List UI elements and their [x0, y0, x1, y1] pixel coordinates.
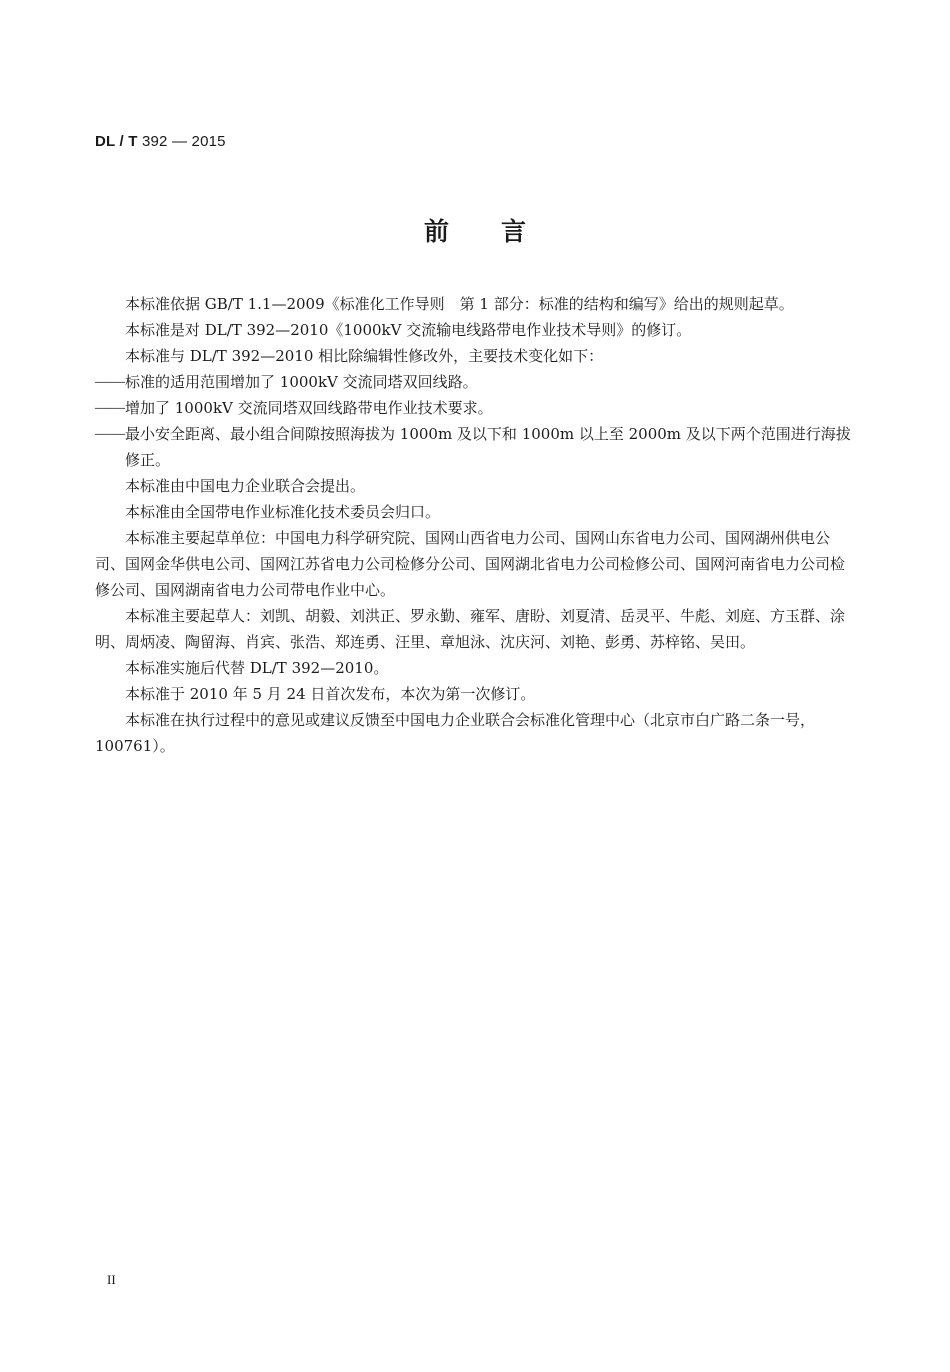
change-text: 增加了 1000kV 交流同塔双回线路带电作业技术要求。 [125, 399, 493, 417]
paragraph-drafters: 本标准主要起草人：刘凯、胡毅、刘洪正、罗永勤、雍军、唐盼、刘夏清、岳灵平、牛彪、刘庭、方玉群、涂明、周炳凌、陶留海、肖宾、张浩、郑连勇、汪里、章旭泳、沈庆河、刘艳、彭勇、苏梓铭、吴田。 [95, 607, 846, 651]
dash-bullet: —— [95, 400, 125, 416]
page-number: II [107, 1272, 116, 1287]
list-item-change [95, 395, 857, 421]
paragraph-revision: 本标准是对 DL/T 392—2010《1000kV 交流输电线路带电作业技术导则》的修订。 [125, 321, 692, 339]
paragraph-basis: 本标准依据 GB/T 1.1—2009《标准化工作导则 第 1 部分：标准的结构和编写》给出的规则起草。 [125, 295, 794, 313]
list-item-change [95, 369, 857, 395]
dash-bullet: —— [95, 426, 125, 442]
paragraph-proposer: 本标准由中国电力企业联合会提出。 [125, 477, 366, 495]
page-title: 前言 [423, 217, 578, 246]
list-item-change [95, 421, 857, 473]
paragraph-feedback: 本标准在执行过程中的意见或建议反馈至中国电力企业联合会标准化管理中心（北京市白广路二条一号，100761）。 [95, 711, 816, 755]
paragraph-drafting-units: 本标准主要起草单位：中国电力科学研究院、国网山西省电力公司、国网山东省电力公司、国网湖州供电公司、国网金华供电公司、国网江苏省电力公司检修分公司、国网湖北省电力公司检修公司、国网河南省电力公司检修公司、国网湖南省电力公司带电作业中心。 [95, 529, 846, 599]
paragraph-changes-intro: 本标准与 DL/T 392—2010 相比除编辑性修改外，主要技术变化如下： [125, 347, 604, 365]
paragraph-replaces: 本标准实施后代替 DL/T 392—2010。 [125, 659, 389, 677]
paragraph-committee: 本标准由全国带电作业标准化技术委员会归口。 [125, 503, 441, 521]
change-text: 标准的适用范围增加了 1000kV 交流同塔双回线路。 [125, 373, 478, 391]
dash-bullet: —— [95, 374, 125, 390]
document-code-number: 392 — 2015 [141, 133, 226, 150]
change-text: 最小安全距离、最小组合间隙按照海拔为 1000m 及以下和 1000m 以上至 2000m 及以下两个范围进行海拔修正。 [125, 425, 851, 469]
document-code [95, 133, 226, 150]
foreword-body [95, 291, 857, 759]
paragraph-history: 本标准于 2010 年 5 月 24 日首次发布，本次为第一次修订。 [125, 685, 536, 703]
document-code-prefix: DL / T [95, 133, 138, 150]
